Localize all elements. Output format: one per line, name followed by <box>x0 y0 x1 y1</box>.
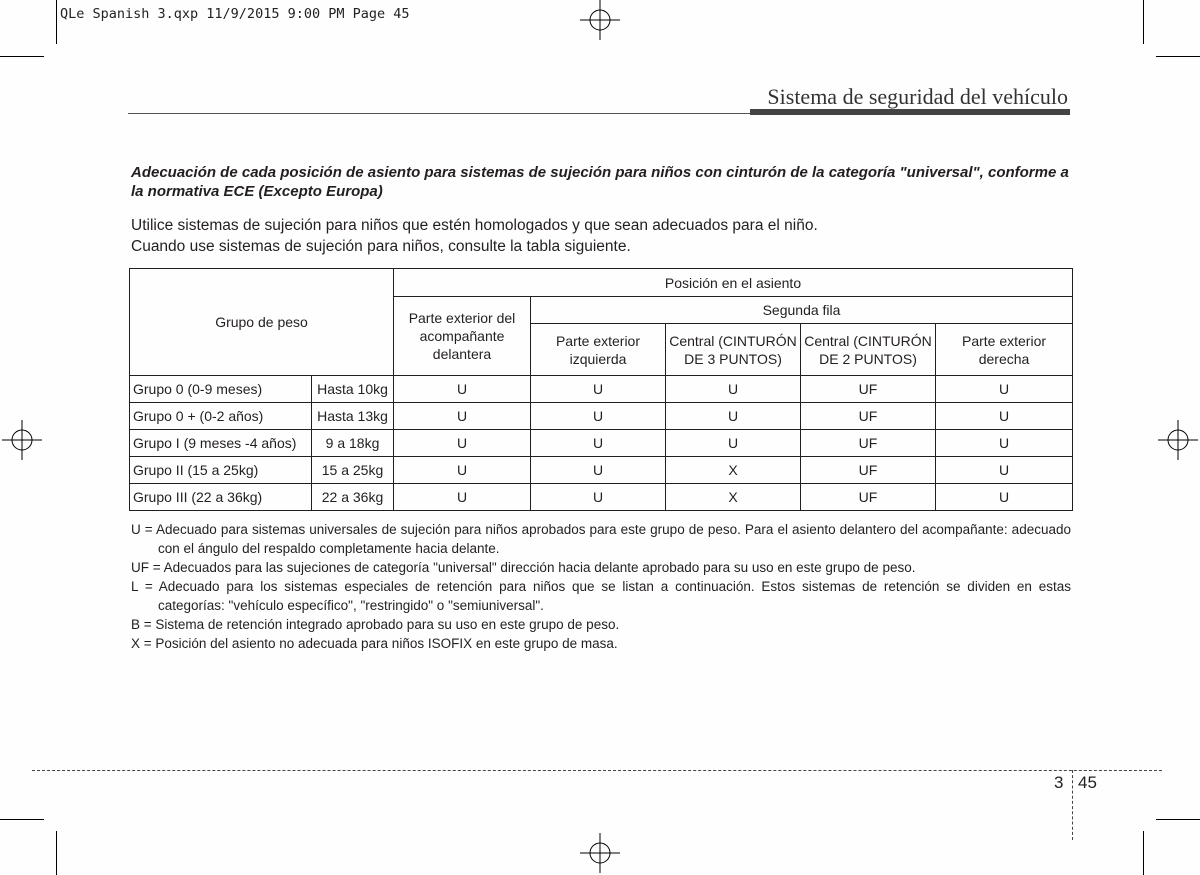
header-rule-bar <box>750 109 1070 115</box>
registration-mark-icon <box>1158 418 1198 462</box>
rear-right-cell: U <box>936 403 1073 430</box>
weight-cell: 15 a 25kg <box>312 457 394 484</box>
front-cell: U <box>394 430 531 457</box>
footer-rule <box>32 770 1162 771</box>
rear-center-2pt-cell: UF <box>801 430 936 457</box>
rear-left-cell: U <box>531 484 666 511</box>
front-cell: U <box>394 376 531 403</box>
intro-paragraph: Utilice sistemas de sujeción para niños que estén homologados y que sean adecuados para el niño. <box>131 217 818 234</box>
section-intro <box>131 215 1071 257</box>
rear-left-cell: U <box>531 457 666 484</box>
rear-center-2pt-header: Central (CINTURÓN DE 2 PUNTOS) <box>801 324 936 376</box>
section-title: Adecuación de cada posición de asiento para sistemas de sujeción para niños con cinturón de la categoría "universal", conforme a la normativa ECE (Excepto Europa) <box>131 164 1069 200</box>
registration-mark-icon <box>578 833 622 873</box>
table-row <box>130 403 1073 430</box>
seat-suitability-table <box>129 268 1073 511</box>
chapter-number: 3 <box>1054 773 1064 792</box>
registration-mark-icon <box>2 418 42 462</box>
crop-mark <box>56 0 57 44</box>
rear-right-cell: U <box>936 430 1073 457</box>
rear-center-2pt-cell: UF <box>801 457 936 484</box>
group-cell: Grupo III (22 a 36kg) <box>130 484 312 511</box>
table-row <box>130 457 1073 484</box>
weight-group-header: Grupo de peso <box>130 269 394 376</box>
rear-center-3pt-header: Central (CINTURÓN DE 3 PUNTOS) <box>666 324 801 376</box>
weight-cell: 22 a 36kg <box>312 484 394 511</box>
table-row <box>130 376 1073 403</box>
page-number: 45 <box>1078 773 1097 792</box>
section-content <box>131 163 1071 257</box>
header-rule <box>128 113 750 114</box>
group-cell: Grupo 0 + (0-2 años) <box>130 403 312 430</box>
legend-note-x: X = Posición del asiento no adecuada para niños ISOFIX en este grupo de masa. <box>131 636 618 651</box>
crop-mark <box>1156 56 1200 57</box>
legend-note-b: B = Sistema de retención integrado aprobado para su uso en este grupo de peso. <box>131 617 620 632</box>
rear-center-3pt-cell: U <box>666 430 801 457</box>
weight-cell: Hasta 13kg <box>312 403 394 430</box>
rear-left-cell: U <box>531 430 666 457</box>
seat-position-header: Posición en el asiento <box>394 269 1073 297</box>
chapter-header-title: Sistema de seguridad del vehículo <box>767 84 1068 109</box>
second-row-header: Segunda fila <box>531 297 1073 324</box>
front-cell: U <box>394 457 531 484</box>
rear-center-2pt-cell: UF <box>801 376 936 403</box>
print-slug: QLe Spanish 3.qxp 11/9/2015 9:00 PM Page 45 <box>60 6 410 22</box>
legend-note-l: L = Adecuado para los sistemas especiales de retención para niños que se listan a continuación. Estos sistemas de retención se dividen en estas categorías: "vehículo específico", "restringido" o "semiuniversal". <box>131 579 1071 613</box>
legend-note-uf: UF = Adecuados para las sujeciones de categoría "universal" dirección hacia delante aprobado para su uso en este grupo de peso. <box>131 560 916 575</box>
rear-center-3pt-cell: X <box>666 484 801 511</box>
crop-mark <box>0 819 44 820</box>
registration-mark-icon <box>578 0 622 40</box>
rear-center-2pt-cell: UF <box>801 484 936 511</box>
rear-right-header: Parte exterior derecha <box>936 324 1073 376</box>
table-row <box>130 484 1073 511</box>
crop-mark <box>56 831 57 875</box>
intro-paragraph: Cuando use sistemas de sujeción para niños, consulte la tabla siguiente. <box>131 238 631 255</box>
crop-mark <box>1156 819 1200 820</box>
group-cell: Grupo II (15 a 25kg) <box>130 457 312 484</box>
footer-divider <box>1072 770 1073 840</box>
rear-right-cell: U <box>936 457 1073 484</box>
front-cell: U <box>394 403 531 430</box>
group-cell: Grupo I (9 meses -4 años) <box>130 430 312 457</box>
crop-mark <box>0 56 44 57</box>
front-passenger-header: Parte exterior del acompañante delantera <box>394 297 531 376</box>
weight-cell: 9 a 18kg <box>312 430 394 457</box>
crop-mark <box>1143 831 1144 875</box>
rear-center-2pt-cell: UF <box>801 403 936 430</box>
rear-right-cell: U <box>936 376 1073 403</box>
rear-center-3pt-cell: U <box>666 403 801 430</box>
table-row <box>130 430 1073 457</box>
front-cell: U <box>394 484 531 511</box>
rear-right-cell: U <box>936 484 1073 511</box>
legend-notes <box>131 520 1071 653</box>
weight-cell: Hasta 10kg <box>312 376 394 403</box>
rear-center-3pt-cell: X <box>666 457 801 484</box>
rear-left-cell: U <box>531 403 666 430</box>
group-cell: Grupo 0 (0-9 meses) <box>130 376 312 403</box>
rear-left-header: Parte exterior izquierda <box>531 324 666 376</box>
rear-left-cell: U <box>531 376 666 403</box>
legend-note-u: U = Adecuado para sistemas universales de sujeción para niños aprobados para este grupo de peso. Para el asiento delantero del acompañante: adecuado con el ángulo del respaldo completamente hacia delante. <box>131 522 1071 556</box>
crop-mark <box>1143 0 1144 44</box>
rear-center-3pt-cell: U <box>666 376 801 403</box>
